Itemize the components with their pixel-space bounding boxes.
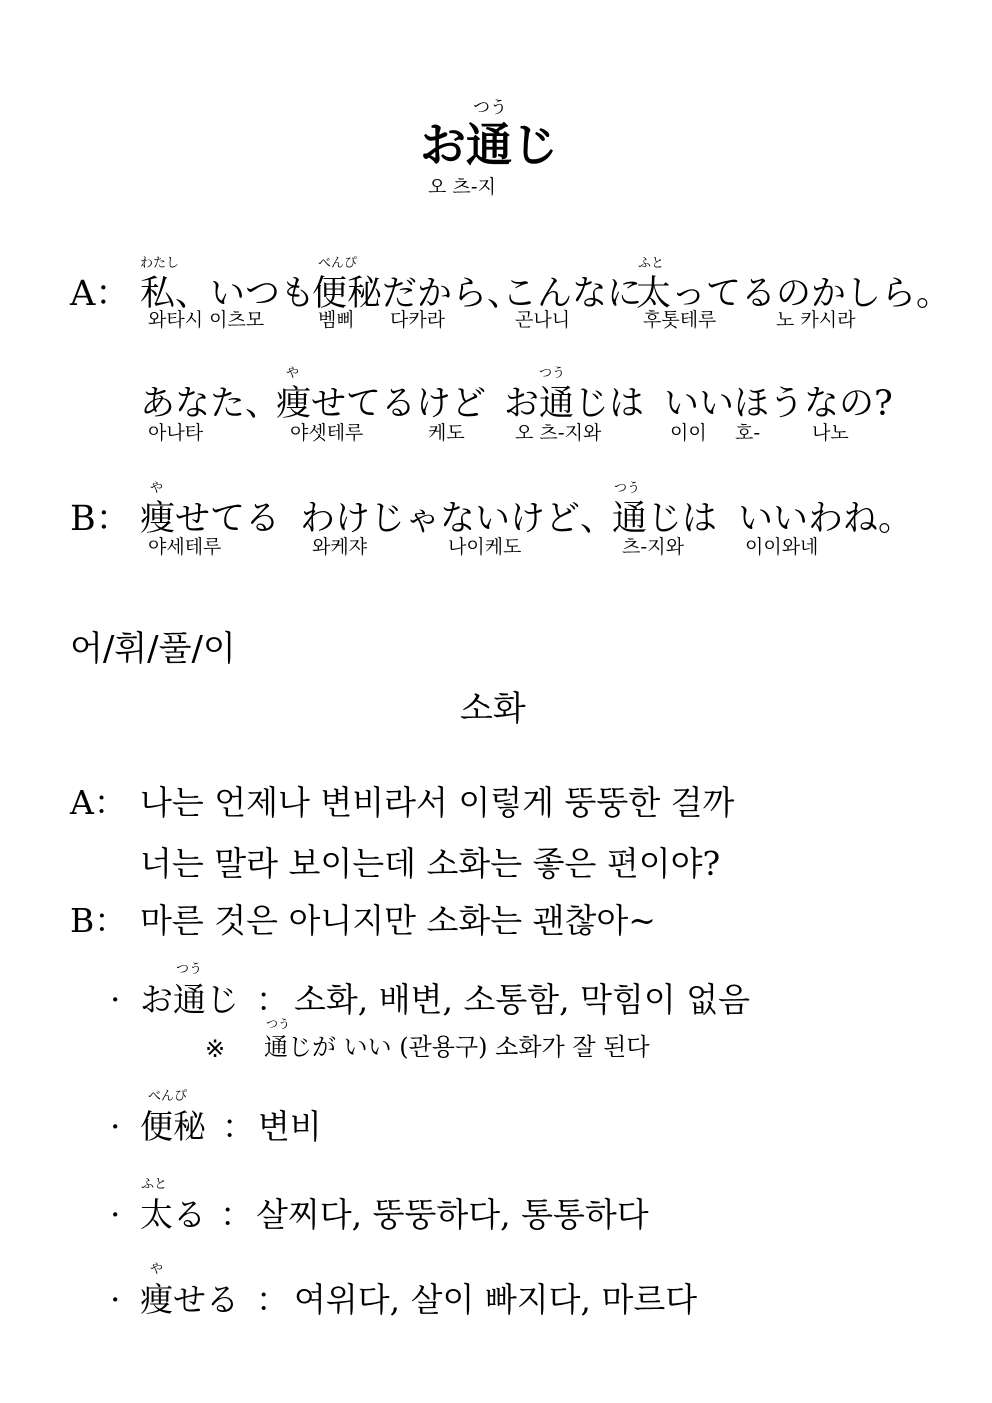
vocab-term-2: 便秘 [140,1107,206,1146]
vocab-sep-3: ： [220,1195,253,1234]
vocab-ruby-2: べんぴ [148,1089,188,1104]
reading-b1-1: 야세테루 [148,536,222,558]
speaker-b: B： [70,499,131,539]
vocab-meaning-4: 여위다, 살이 빠지다, 마르다 [294,1280,698,1319]
reading-a1-4: 곤나니 [515,309,571,331]
reading-a2-6: 호- [735,422,761,444]
note-ruby: つう [266,1017,291,1031]
reading-b1-2: 와케쟈 [312,536,368,558]
dialogue-a2-seg3: お通じは [504,384,645,424]
dialogue-b1-seg1: 痩せてる [140,499,281,539]
translation-speaker-b: B： [70,901,128,940]
dialogue-b1-seg3: 通じは [612,499,718,539]
ruby-watashi: わたし [140,256,180,271]
vocab-bullet-1: · [110,980,121,1019]
reading-a1-1: 와타시 이츠모 [148,309,265,331]
vocab-ruby-3: ふと [141,1177,168,1192]
ruby-benpi: べんぴ [318,256,358,271]
vocab-ruby-1: つう [176,962,203,977]
vocab-term-4: 痩せる [140,1280,239,1319]
translation-a-line1: 나는 언제나 변비라서 이렇게 뚱뚱한 걸까 [140,783,735,822]
dialogue-a2-seg4: いいほうなの? [664,384,893,424]
reading-a1-3: 다카라 [390,309,446,331]
speaker-a: A： [70,274,131,314]
dialogue-b1-seg4: いいわね。 [738,499,914,539]
note-mark: ※ [205,1035,226,1063]
dialogue-a2-seg2: 痩せてるけど [276,384,487,424]
dialogue-a1-seg2: 便秘だから、 [312,274,523,314]
vocab-term-3: 太る [140,1195,206,1234]
reading-a2-7: 나노 [812,422,849,444]
dialogue-a2-seg1: あなた、 [140,384,281,424]
ruby-tsuu-2: つう [614,481,641,496]
reading-a2-5: 이이 [670,422,707,444]
reading-a1-6: 노 카시라 [776,309,856,331]
title-reading: 오 츠-지 [428,176,496,198]
reading-b1-5: 이이와네 [745,536,819,558]
vocab-term-1: お通じ [140,980,239,1019]
dialogue-a1-seg4: 太ってるのかしら。 [636,274,952,314]
vocab-sep-4: ： [256,1280,289,1319]
translation-a-line2: 너는 말라 보이는데 소화는 좋은 편이야? [140,844,721,883]
vocab-ruby-4: や [150,1262,164,1277]
vocab-sep-2: ： [222,1107,255,1146]
subtitle: 소화 [460,689,526,729]
ruby-futo: ふと [638,256,665,271]
dialogue-b1-seg2: わけじゃないけど、 [300,499,616,539]
ruby-ya-2: や [150,481,164,496]
dialogue-a1-seg3: こんなに [502,274,643,314]
translation-speaker-a: A： [70,783,127,822]
reading-a1-5: 후톳테루 [643,309,717,331]
reading-b1-3: 나이케도 [448,536,522,558]
vocab-bullet-3: · [110,1195,121,1234]
dialogue-a1-seg1: 私、いつも [140,274,316,314]
vocab-bullet-2: · [110,1107,121,1146]
vocab-meaning-3: 살찌다, 뚱뚱하다, 통통하다 [256,1195,649,1234]
translation-b-line: 마른 것은 아니지만 소화는 괜찮아~ [140,901,656,940]
vocab-sep-1: ： [256,980,289,1019]
reading-b1-4: 츠-지와 [622,536,684,558]
vocab-meaning-1: 소화, 배변, 소통함, 막힘이 없음 [294,980,750,1019]
page-title: お通じ [420,118,558,172]
reading-a2-1: 아나타 [148,422,204,444]
reading-a2-2: 야셋테루 [290,422,364,444]
vocab-header: 어/휘/풀/이 [70,629,236,669]
ruby-tsuu-1: つう [539,366,566,381]
reading-a2-3: 케도 [428,422,465,444]
reading-a2-4: 오 츠-지와 [515,422,602,444]
note-text: 通じが いい (관용구) 소화가 잘 된다 [264,1033,650,1061]
reading-a1-2: 벰삐 [318,309,355,331]
title-ruby: つう [473,98,507,118]
vocab-bullet-4: · [110,1280,121,1319]
ruby-ya-1: や [286,366,300,381]
vocab-meaning-2: 변비 [258,1107,322,1146]
